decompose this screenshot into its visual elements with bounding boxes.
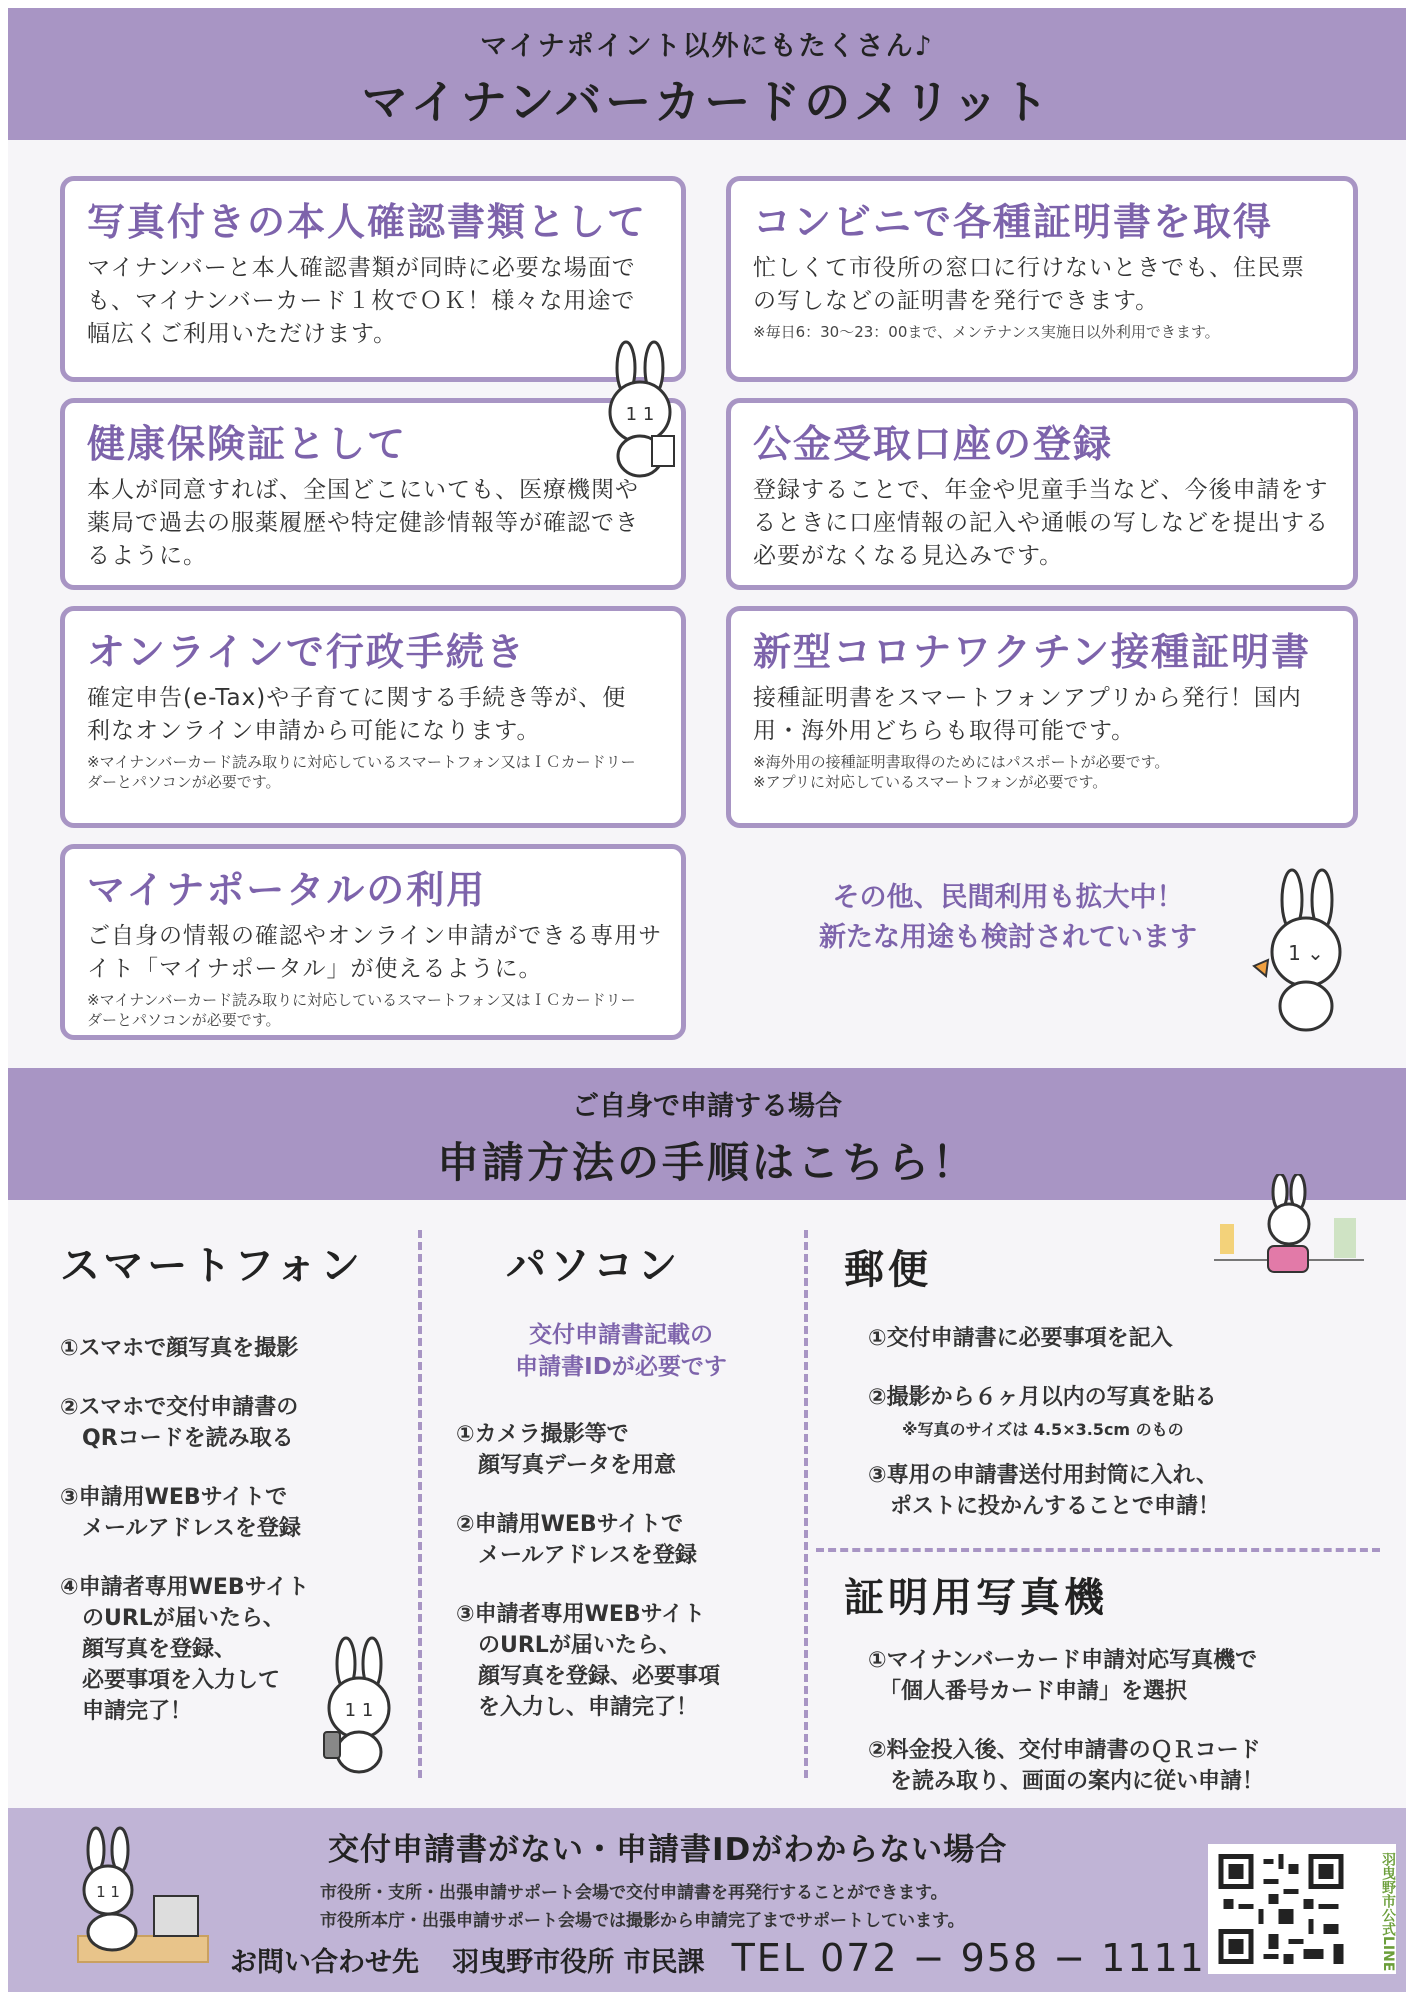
pc-step-2: ②申請用WEBサイトで メールアドレスを登録 (456, 1512, 697, 1568)
merit-health-insurance (60, 398, 686, 590)
merit-bank-account (726, 398, 1358, 590)
column-divider (418, 1230, 422, 1778)
contact-label: お問い合わせ先 (230, 1947, 419, 1978)
merits-subtitle: マイナポイント以外にもたくさん♪ (480, 31, 934, 62)
merit-title: 公金受取口座の登録 (753, 422, 1114, 466)
merit-title: 写真付きの本人確認書類として (87, 200, 648, 244)
other-uses-line1: その他、民間利用も拡大中！ (832, 882, 1184, 913)
mail-step-1: ①交付申請書に必要事項を記入 (868, 1326, 1173, 1351)
mail-step-3: ③専用の申請書送付用封筒に入れ、 ポストに投かんすることで申請！ (868, 1463, 1221, 1519)
other-uses-line2: 新たな用途も検討されています (819, 922, 1197, 953)
mascot-rabbit-computer-icon (58, 1826, 218, 1976)
smartphone-step-4: ④申請者専用WEBサイト のURLが届いたら、 顔写真を登録、 必要事項を入力して 申請完了！ (60, 1575, 310, 1724)
line-account-label: 羽曳野市公式LINE (1354, 1844, 1396, 1974)
merit-note: ※マイナンバーカード読み取りに対応しているスマートフォン又はＩＣカードリーダーとパソコンが必要です。 (87, 991, 636, 1029)
line-qr-code[interactable] (1208, 1844, 1354, 1974)
svg-text:1 ⌄: 1 ⌄ (1288, 941, 1324, 965)
photo-booth-column (844, 1566, 1374, 1797)
merit-body: 確定申告(e-Tax)や子育てに関する手続き等が、便利なオンライン申請から可能になります。 (87, 685, 627, 744)
section-divider (816, 1548, 1380, 1552)
pc-step-1: ①カメラ撮影等で 顔写真データを用意 (456, 1422, 677, 1478)
footer-line-2: 市役所本庁・出張申請サポート会場では撮影から申請完了までサポートしています。 (320, 1911, 965, 1931)
mascot-rabbit-mail-icon (1214, 1174, 1364, 1284)
merit-body: 接種証明書をスマートフォンアプリから発行！国内用・海外用どちらも取得可能です。 (753, 685, 1302, 744)
merits-title: マイナンバーカードのメリット (361, 75, 1053, 129)
other-uses-note (778, 878, 1238, 958)
merit-title: マイナポータルの利用 (87, 868, 487, 912)
apply-subtitle: ご自身で申請する場合 (572, 1091, 842, 1122)
merit-myna-portal (60, 844, 686, 1040)
qr-code-icon (1208, 1844, 1354, 1974)
contact-organization: 羽曳野市役所 市民課 (452, 1947, 705, 1978)
merit-body: 忙しくて市役所の窓口に行けないときでも、住民票の写しなどの証明書を発行できます。 (753, 255, 1305, 314)
merit-title: 新型コロナワクチン接種証明書 (753, 630, 1312, 674)
photo-size-note: ※写真のサイズは 4.5×3.5cm のもの (902, 1420, 1184, 1439)
smartphone-step-3: ③申請用WEBサイトで メールアドレスを登録 (60, 1485, 301, 1541)
merit-title: オンラインで行政手続き (87, 630, 526, 674)
mascot-rabbit-icon (596, 340, 688, 480)
merit-body: マイナンバーと本人確認書類が同時に必要な場面でも、マイナンバーカード１枚でＯＫ！様々な用途で幅広くご利用いただけます。 (87, 255, 636, 347)
merit-body: 本人が同意すれば、全国どこにいても、医療機関や薬局で過去の服薬履歴や特定健診情報等が確認できるように。 (87, 477, 639, 569)
footer-line-1: 市役所・支所・出張申請サポート会場で交付申請書を再発行することができます。 (320, 1883, 948, 1903)
photo-booth-step-1: ①マイナンバーカード申請対応写真機で 「個人番号カード申請」を選択 (868, 1648, 1258, 1704)
apply-header (8, 1068, 1406, 1200)
svg-text:1 1: 1 1 (96, 1883, 120, 1901)
flyer-page (8, 8, 1406, 1992)
merit-note: ※海外用の接種証明書取得のためにはパスポートが必要です。 (753, 753, 1170, 771)
merit-title: 健康保険証として (87, 422, 408, 466)
apply-title: 申請方法の手順はこちら！ (436, 1138, 977, 1187)
mail-step-2: ②撮影から６ヶ月以内の写真を貼る (868, 1385, 1217, 1410)
photo-booth-step-2: ②料金投入後、交付申請書のＱＲコード を読み取り、画面の案内に従い申請！ (868, 1738, 1265, 1794)
smartphone-step-1: ①スマホで顔写真を撮影 (60, 1336, 299, 1361)
merit-photo-id (60, 176, 686, 382)
smartphone-heading: スマートフォン (60, 1243, 364, 1289)
mail-heading: 郵便 (844, 1247, 932, 1293)
merit-note: ※毎日6：30〜23：00まで、メンテナンス実施日以外利用できます。 (753, 323, 1220, 341)
svg-text:1 1: 1 1 (344, 1700, 374, 1721)
merits-header (8, 8, 1406, 140)
pc-requirement: 交付申請書記載の 申請書IDが必要です (515, 1322, 727, 1380)
merit-title: コンビニで各種証明書を取得 (753, 200, 1274, 244)
pc-column (456, 1234, 786, 1723)
contact-info (230, 1936, 1206, 1980)
footer-title: 交付申請書がない・申請書IDがわからない場合 (328, 1832, 1008, 1868)
svg-text:1 1: 1 1 (625, 404, 655, 425)
merit-note: ※マイナンバーカード読み取りに対応しているスマートフォン又はＩＣカードリーダーとパソコンが必要です。 (87, 753, 636, 791)
merit-online-procedures (60, 606, 686, 828)
photo-booth-heading: 証明用写真機 (844, 1575, 1108, 1621)
mascot-rabbit-icon (1244, 868, 1364, 1038)
merit-body: ご自身の情報の確認やオンライン申請ができる専用サイト「マイナポータル」が使えるように。 (87, 923, 663, 982)
pc-step-3: ③申請者専用WEBサイト のURLが届いたら、 顔写真を登録、必要事項 を入力し、申請完了！ (456, 1602, 721, 1720)
merit-body: 登録することで、年金や児童手当など、今後申請をするときに口座情報の記入や通帳の写しなどを提出する必要がなくなる見込みです。 (753, 477, 1329, 569)
contact-phone: TEL 072 − 958 − 1111 (731, 1936, 1206, 1980)
column-divider (804, 1230, 808, 1778)
pc-heading: パソコン (506, 1243, 682, 1289)
merit-vaccine-certificate (726, 606, 1358, 828)
smartphone-step-2: ②スマホで交付申請書の QRコードを読み取る (60, 1395, 299, 1451)
merit-note: ※アプリに対応しているスマートフォンが必要です。 (753, 773, 1108, 791)
mascot-rabbit-icon (316, 1636, 406, 1776)
merit-convenience-store (726, 176, 1358, 382)
